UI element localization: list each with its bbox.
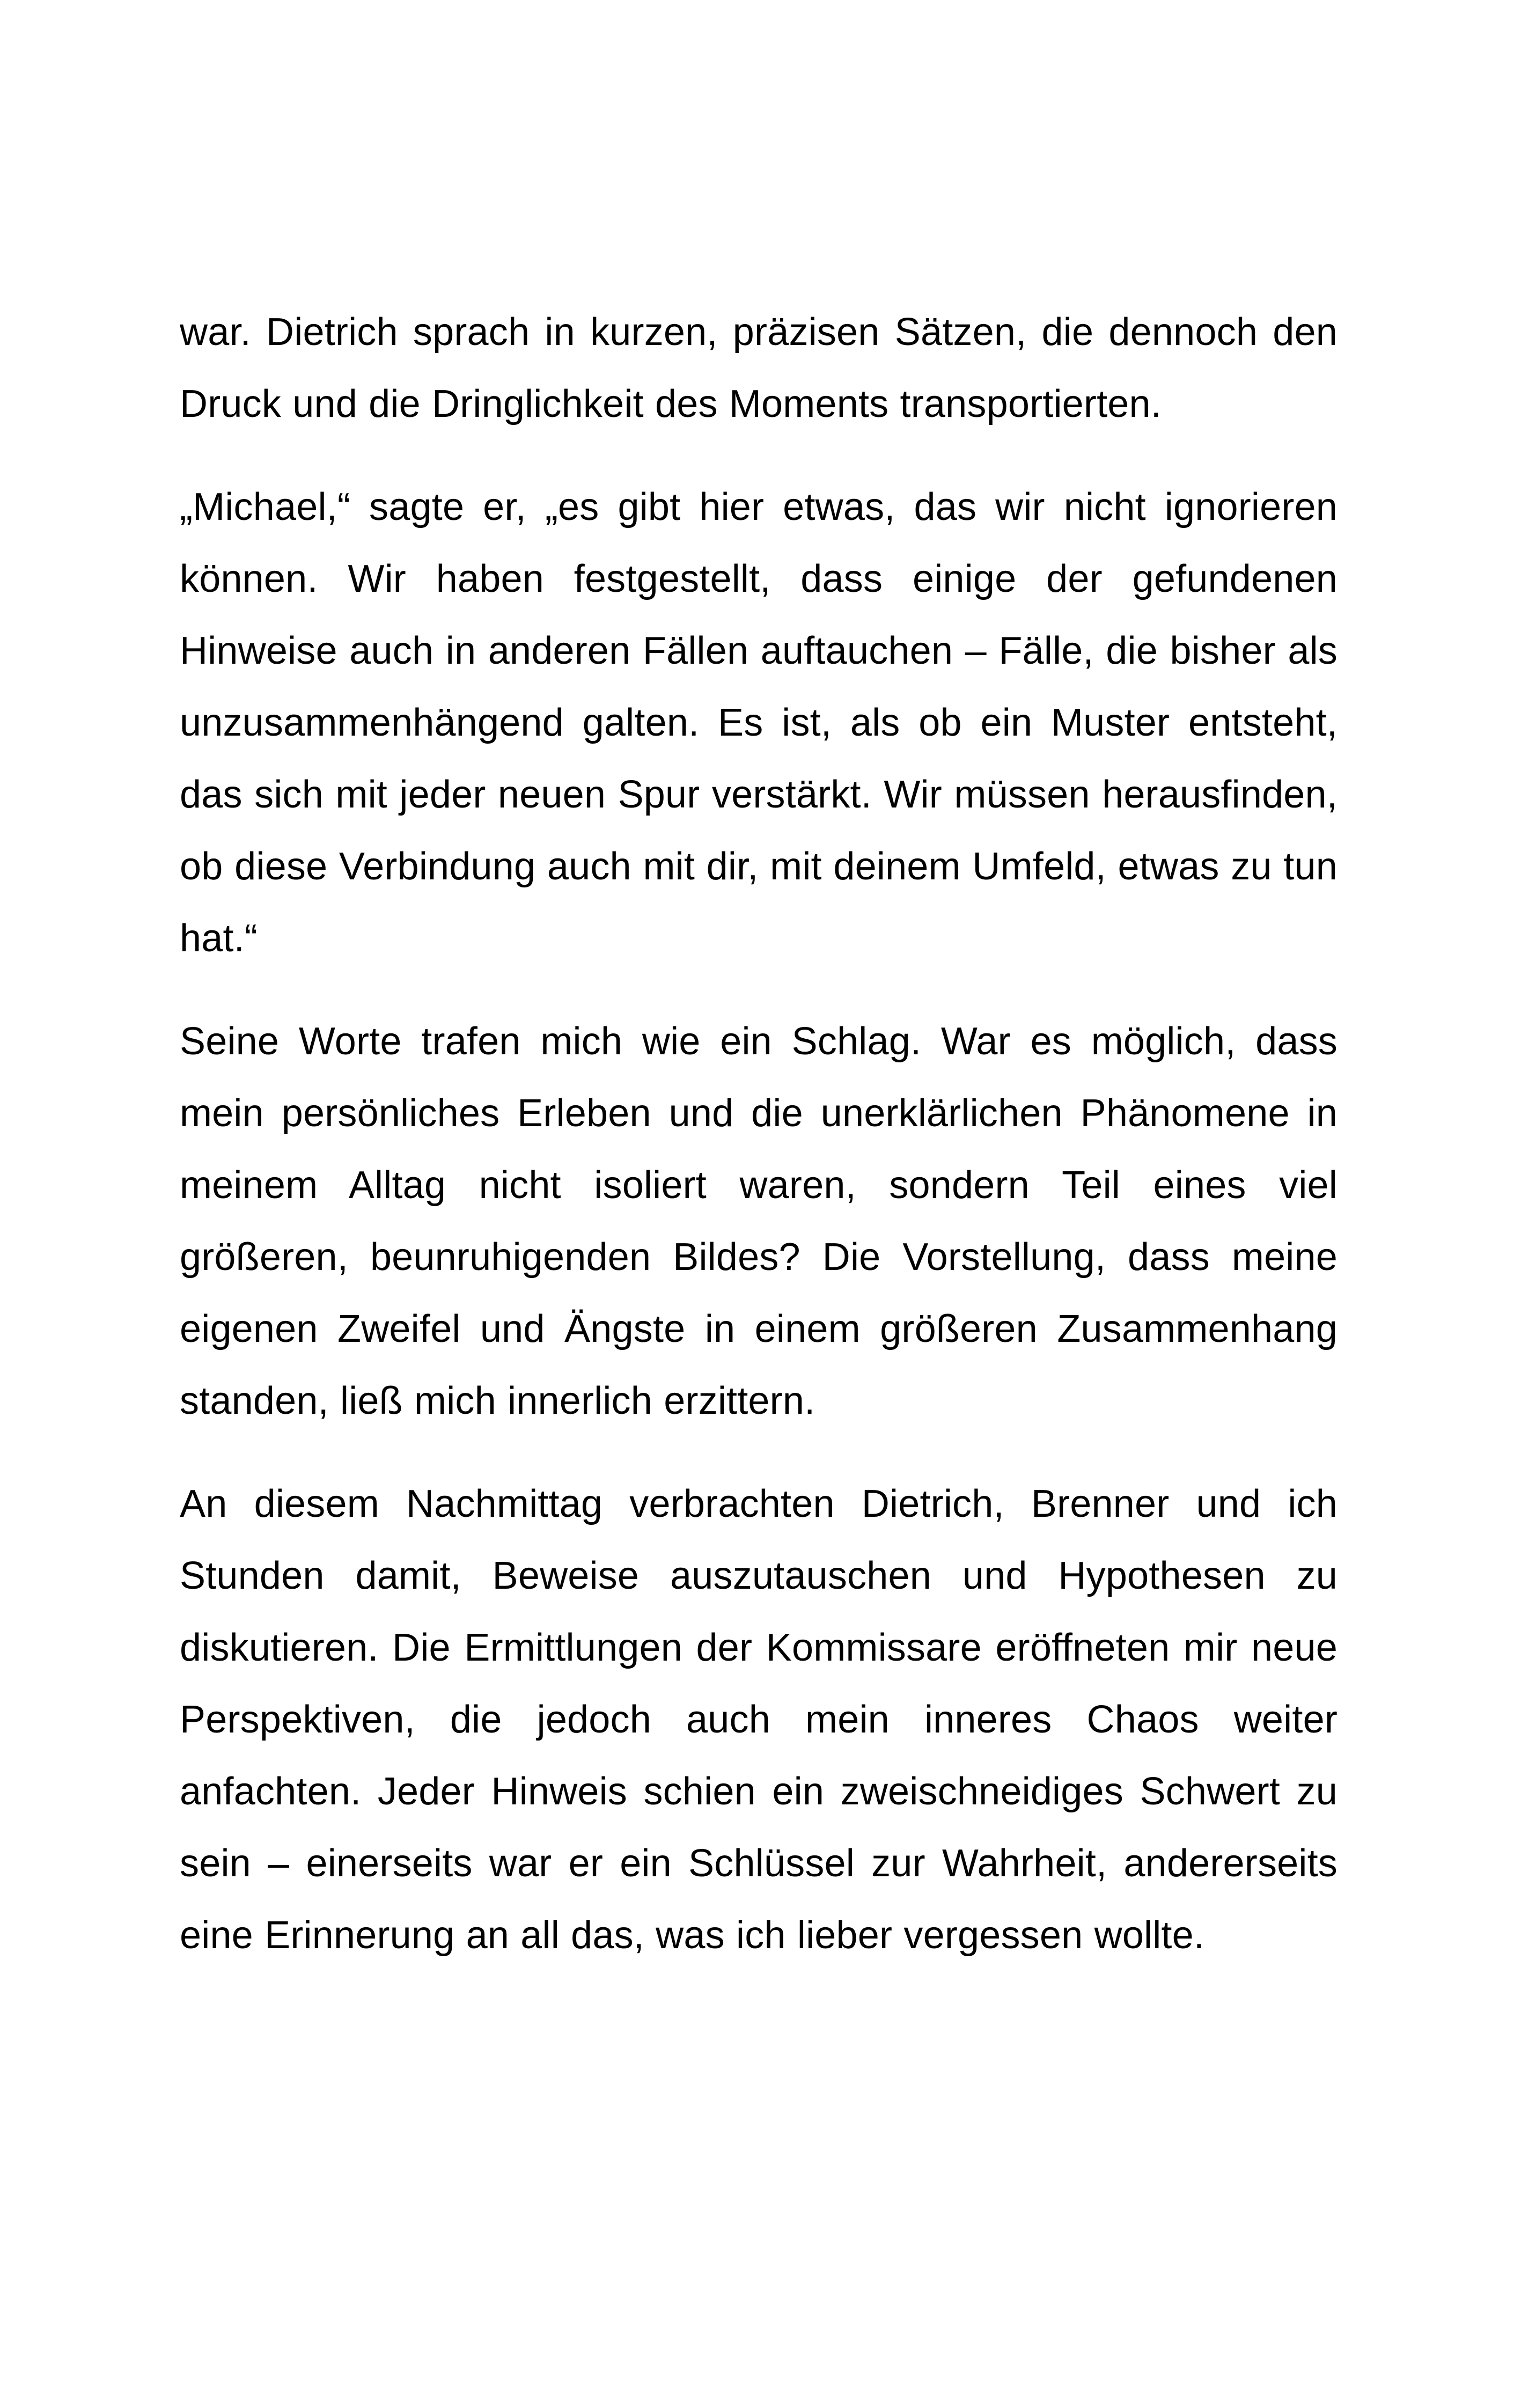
paragraph-4: An diesem Nachmittag verbrachten Dietrich, Brenner und ich Stunden damit, Beweise auszutauschen und Hypothesen zu diskutieren. Die Ermittlungen der Kommissare eröffneten mir neue Perspektiven, die jedoch auch mein inneres Chaos weiter anfachten. Jeder Hinweis schien ein zweischneidiges Schwert zu sein – einerseits war er ein Schlüssel zur Wahrheit, andererseits eine Erinnerung an all das, was ich lieber vergessen wollte. [180, 1482, 1338, 1957]
text-column [180, 296, 1338, 1971]
paragraph-1: war. Dietrich sprach in kurzen, präzisen Sätzen, die dennoch den Druck und die Dringlichkeit des Moments transportierten. [180, 311, 1338, 425]
paragraph-3: Seine Worte trafen mich wie ein Schlag. War es möglich, dass mein persönliches Erleben und die unerklärlichen Phänomene in meinem Alltag nicht isoliert waren, sondern Teil eines viel größeren, beunruhigenden Bildes? Die Vorstellung, dass meine eigenen Zweifel und Ängste in einem größeren Zusammenhang standen, ließ mich innerlich erzittern. [180, 1020, 1338, 1422]
paragraph-2: „Michael,“ sagte er, „es gibt hier etwas, das wir nicht ignorieren können. Wir haben festgestellt, dass einige der gefundenen Hinweise auch in anderen Fällen auftauchen – Fälle, die bisher als unzusammenhängend galten. Es ist, als ob ein Muster entsteht, das sich mit jeder neuen Spur verstärkt. Wir müssen herausfinden, ob diese Verbindung auch mit dir, mit deinem Umfeld, etwas zu tun hat.“ [180, 486, 1338, 960]
